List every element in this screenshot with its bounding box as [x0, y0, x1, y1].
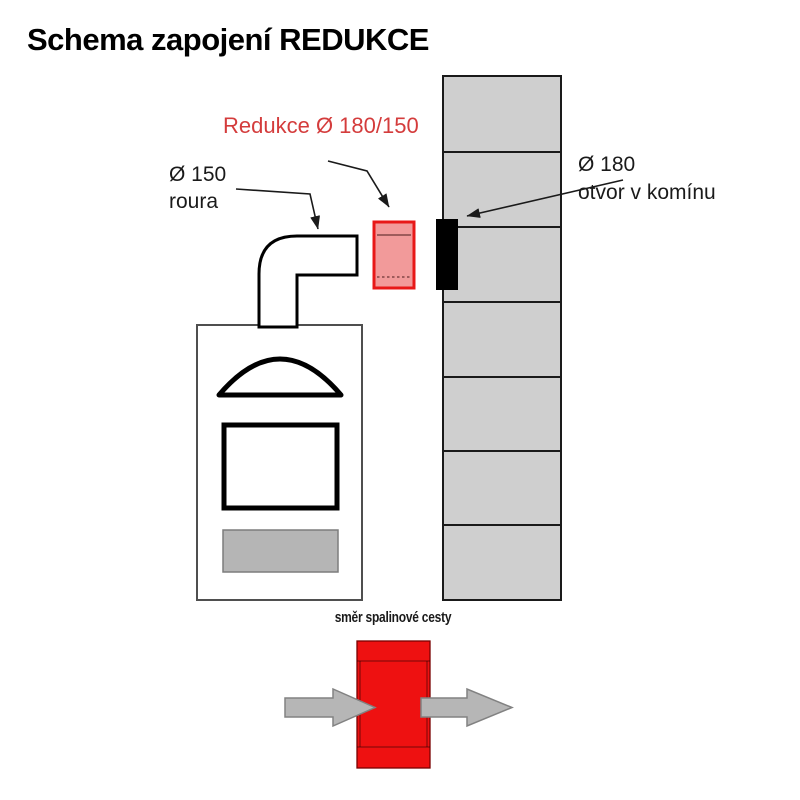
leader-arrow-reduction — [328, 161, 389, 207]
pipe-label — [169, 161, 226, 215]
reduction-body — [374, 222, 414, 288]
leader-arrow-pipe — [236, 189, 318, 229]
page-title: Schema zapojení REDUKCE — [27, 22, 429, 57]
stove-window — [224, 425, 337, 508]
hole-label-diameter: Ø 180 — [578, 153, 636, 176]
stove-drawer — [223, 530, 338, 572]
flow-direction-label: směr spalinové cesty — [334, 609, 452, 626]
pipe-label-word: roura — [169, 190, 219, 213]
flow-arrow-right — [421, 689, 512, 726]
hole-label-word: otvor v komínu — [578, 181, 716, 204]
chimney — [436, 76, 561, 600]
reduction-label: Redukce Ø 180/150 — [223, 113, 419, 138]
leader-arrows — [236, 161, 623, 229]
flue-hole — [436, 219, 458, 290]
pipe-label-diameter: Ø 150 — [169, 163, 227, 186]
flue-pipe-elbow — [259, 236, 357, 327]
hole-label — [578, 151, 716, 207]
chimney-body — [443, 76, 561, 600]
stove — [197, 325, 362, 600]
flow-legend — [285, 641, 512, 768]
reduction-piece — [374, 222, 414, 288]
